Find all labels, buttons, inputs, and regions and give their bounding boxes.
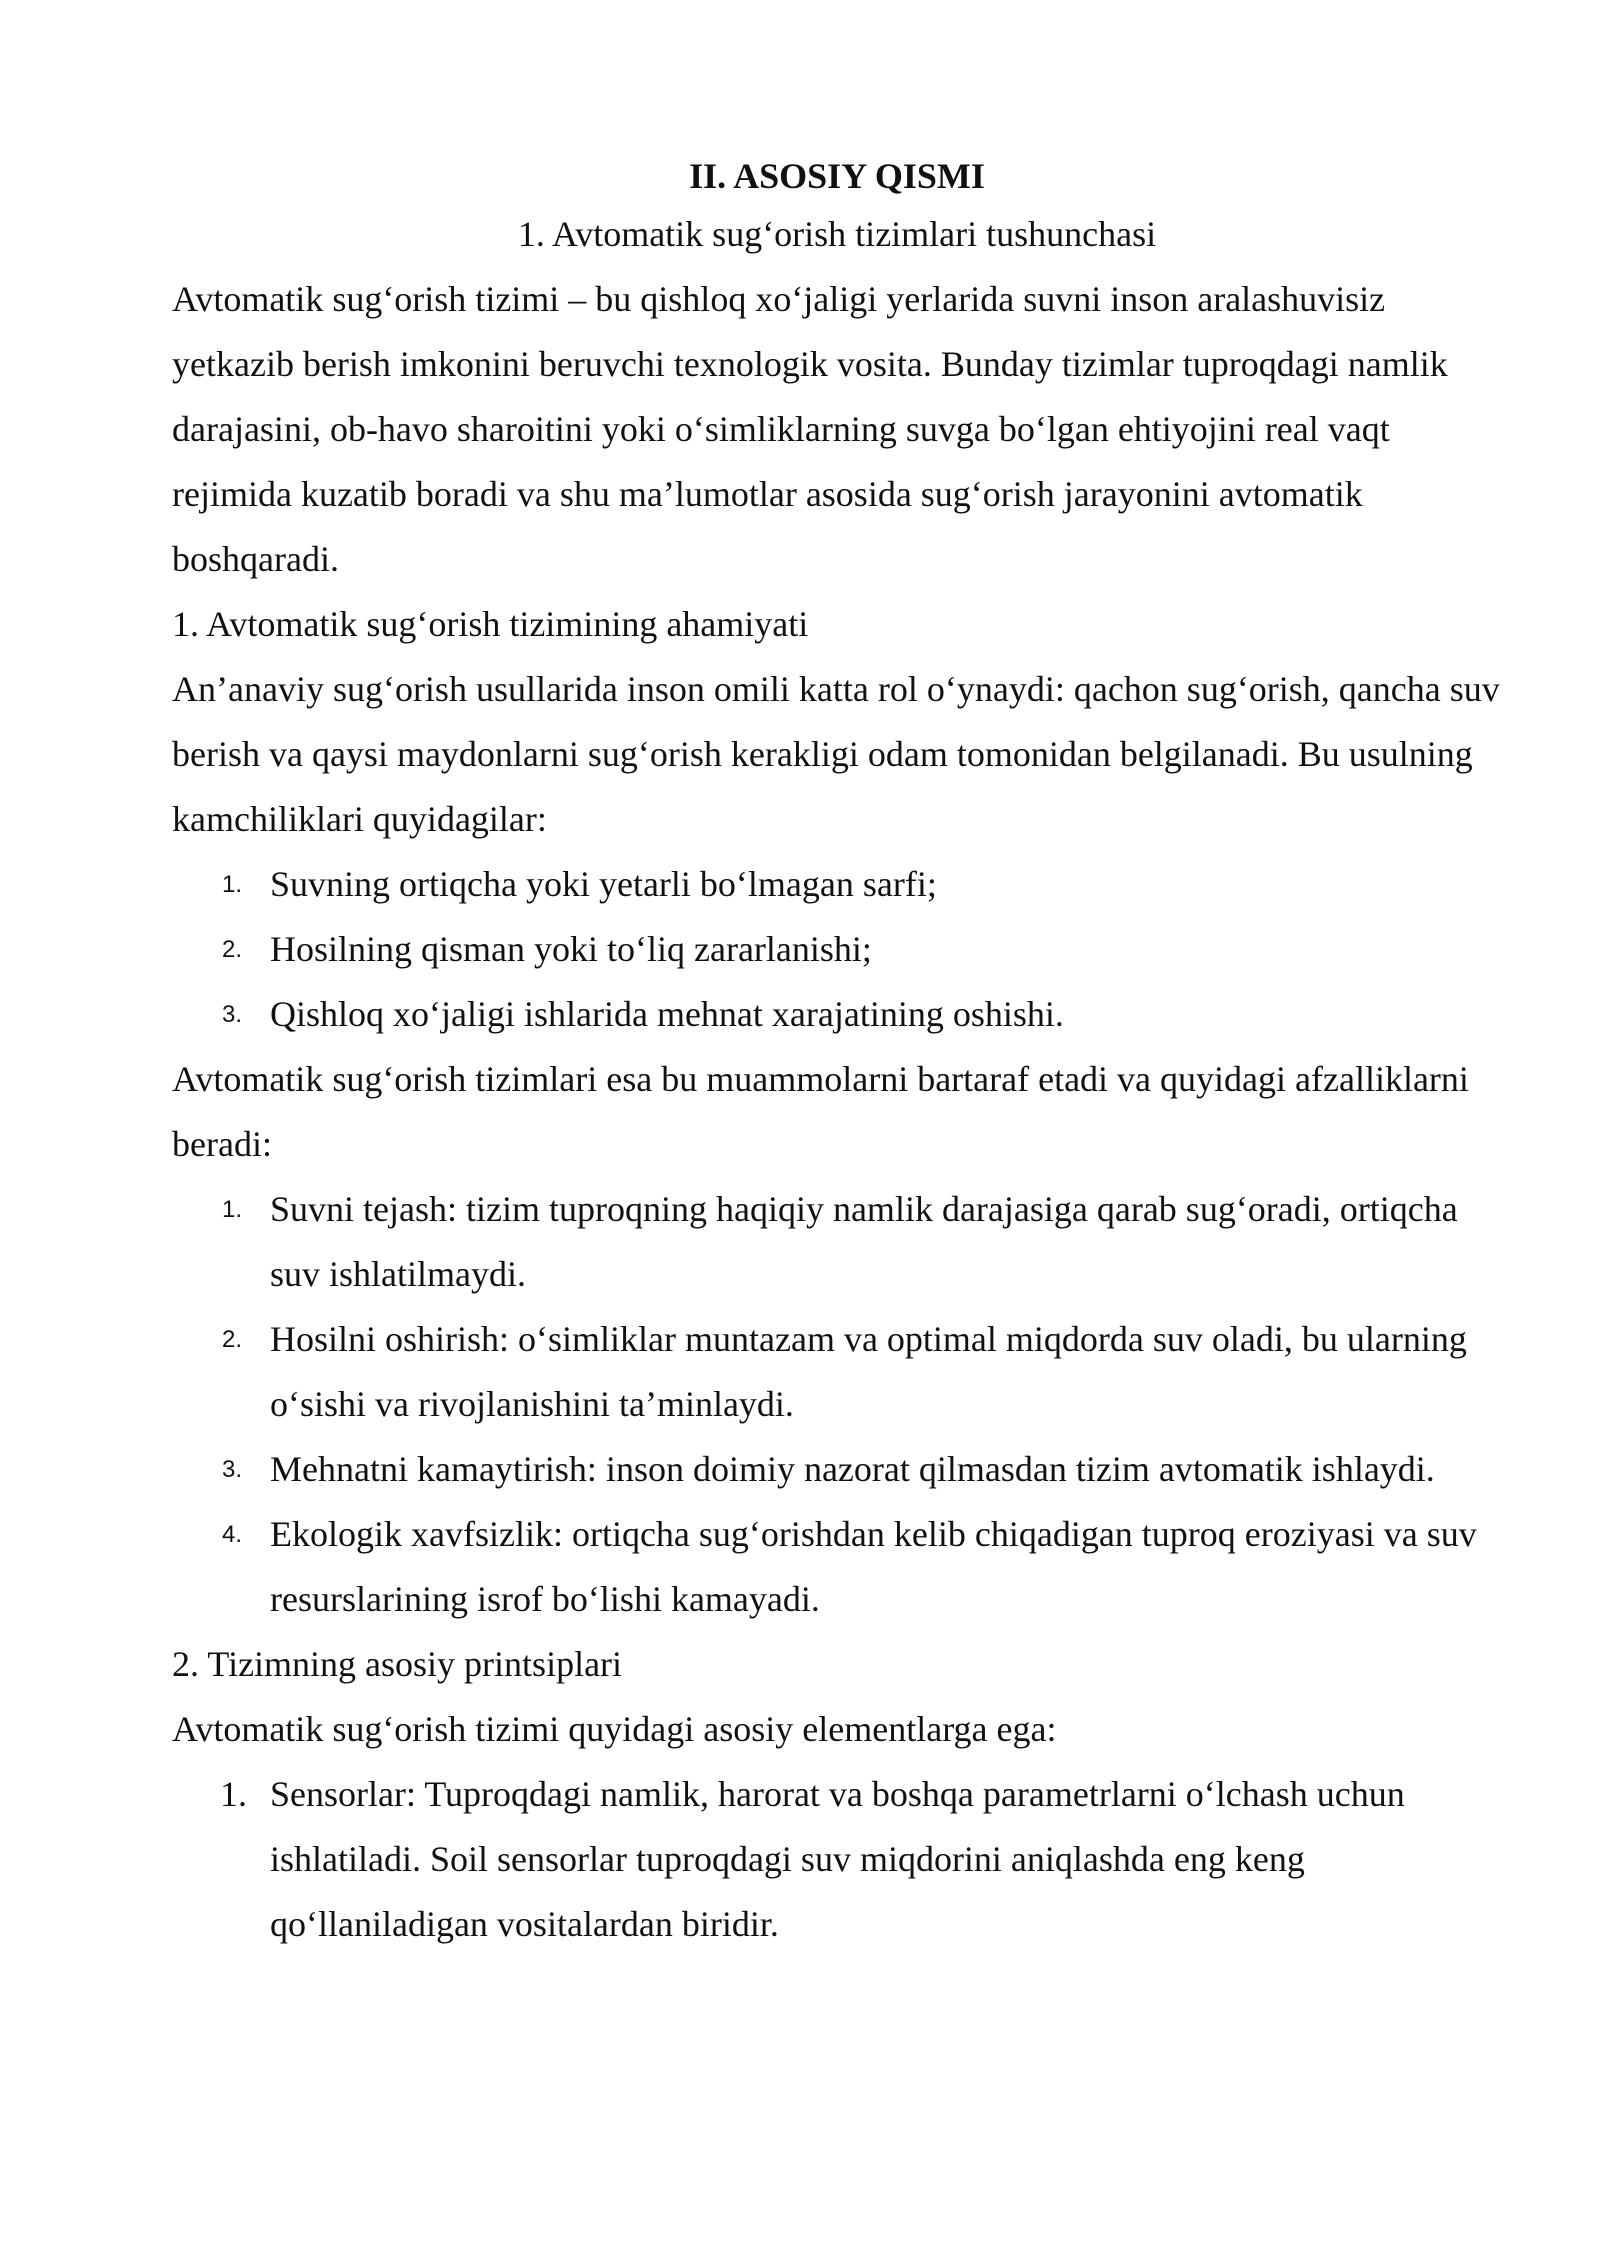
list-number: 1.	[222, 871, 243, 898]
list-number: 3.	[222, 1456, 243, 1483]
list-item	[172, 1502, 1502, 1632]
list-item	[172, 982, 1502, 1047]
list-item-text: Suvning ortiqcha yoki yetarli bo‘lmagan sarfi;	[270, 864, 937, 904]
principles-heading: 2. Tizimning asosiy printsiplari	[172, 1644, 623, 1684]
list-item-text: Hosilni oshirish: o‘simliklar muntazam va optimal miqdorda suv oladi, bu ularning o‘sishi va rivojlanishini ta’minlaydi.	[270, 1319, 1467, 1424]
list-number: 2.	[222, 1326, 243, 1353]
intro-paragraph: Avtomatik sug‘orish tizimi – bu qishloq xo‘jaligi yerlarida suvni inson aralashuvisiz yetkazib berish imkonini beruvchi texnologik vosita. Bunday tizimlar tuproqdagi namlik darajasini, ob-havo sharoitini yoki o‘simliklarning suvga bo‘lgan ehtiyojini real vaqt rejimida kuzatib boradi va shu ma’lumotlar asosida sug‘orish jarayonini avtomatik boshqaradi.	[172, 279, 1448, 579]
list-item-text: Qishloq xo‘jaligi ishlarida mehnat xarajatining oshishi.	[270, 994, 1064, 1034]
list-item	[172, 1307, 1502, 1437]
traditional-paragraph: An’anaviy sug‘orish usullarida inson omili katta rol o‘ynaydi: qachon sug‘orish, qancha suv berish va qaysi maydonlarni sug‘orish kerakligi odam tomonidan belgilanadi. Bu usulning kamchiliklari quyidagilar:	[172, 669, 1500, 839]
list-item	[172, 852, 1502, 917]
list-item	[172, 1177, 1502, 1307]
list-number: 4.	[222, 1521, 243, 1548]
list-item-text: Suvni tejash: tizim tuproqning haqiqiy namlik darajasiga qarab sug‘oradi, ortiqcha suv ishlatilmaydi.	[270, 1189, 1458, 1294]
list-item-text: Mehnatni kamaytirish: inson doimiy nazorat qilmasdan tizim avtomatik ishlaydi.	[270, 1449, 1435, 1489]
elements-list	[172, 1762, 1502, 1957]
document-page	[172, 150, 1502, 1957]
section-subtitle: 1. Avtomatik sug‘orish tizimlari tushunchasi	[517, 214, 1157, 254]
list-number: 2.	[222, 936, 243, 963]
drawbacks-list	[172, 852, 1502, 1047]
importance-heading: 1. Avtomatik sug‘orish tizimining ahamiyati	[172, 604, 809, 644]
list-item	[172, 1762, 1502, 1957]
document-title: II. ASOSIY QISMI	[689, 156, 985, 196]
list-item-text: Sensorlar: Tuproqdagi namlik, harorat va boshqa parametrlarni o‘lchash uchun ishlatiladi. Soil sensorlar tuproqdagi suv miqdorini aniqlashda eng keng qo‘llaniladigan vositalardan biridir.	[270, 1774, 1405, 1944]
list-number: 1.	[222, 1196, 243, 1223]
advantages-list	[172, 1177, 1502, 1632]
list-item-text: Ekologik xavfsizlik: ortiqcha sug‘orishdan kelib chiqadigan tuproq eroziyasi va suv resurslarining isrof bo‘lishi kamayadi.	[270, 1514, 1477, 1619]
list-item-text: Hosilning qisman yoki to‘liq zararlanishi;	[270, 929, 872, 969]
advantages-intro-paragraph: Avtomatik sug‘orish tizimlari esa bu muammolarni bartaraf etadi va quyidagi afzalliklarni beradi:	[172, 1059, 1469, 1164]
list-item	[172, 917, 1502, 982]
principles-intro-paragraph: Avtomatik sug‘orish tizimi quyidagi asosiy elementlarga ega:	[172, 1709, 1057, 1749]
list-item	[172, 1437, 1502, 1502]
list-number: 1.	[220, 1774, 247, 1814]
list-number: 3.	[222, 1001, 243, 1028]
